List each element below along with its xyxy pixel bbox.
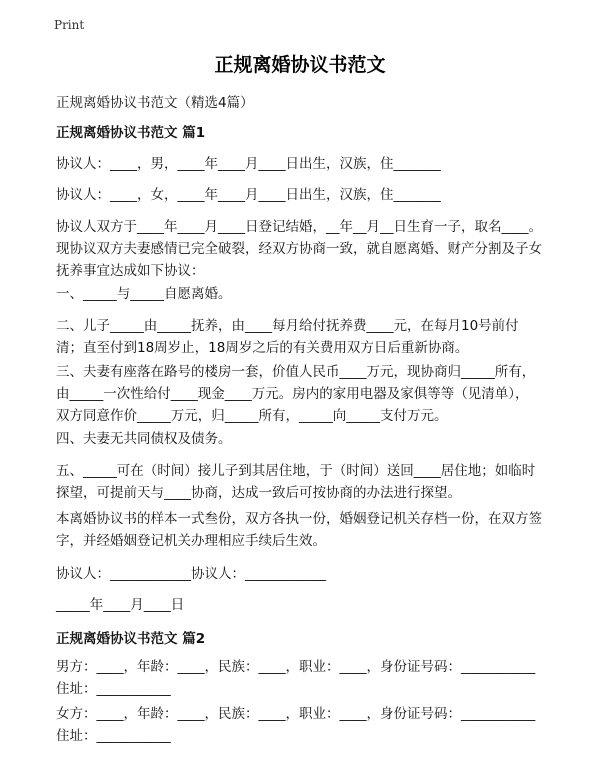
party-1-line: 协议人：____，男，____年____月____日出生，汉族，住_______ [56,156,441,172]
clause-line: 三、夫妻有座落在路号的楼房一套，价值人民币____万元，现协商归_____所有， [56,364,536,380]
clause-line: 探望，可提前天与____协商，达成一致后可按协商的办法进行探望。 [56,485,461,501]
male-address-line: 住址：___________ [56,681,171,697]
document-intro: 正规离婚协议书范文（精选4篇） [56,95,254,111]
clause-1: 一、_____与_____自愿离婚。 [56,286,232,302]
female-address-line: 住址：___________ [56,728,171,744]
document-title: 正规离婚协议书范文 [214,54,386,76]
clause-2 [56,315,556,359]
clause-line: 双方同意作价_____万元，归_____所有，_____向_____支付万元。 [56,408,448,424]
preamble-line: 抚养事宜达成如下协议： [56,263,205,279]
closing-line: 字，并经婚姻登记机关办理相应手续后生效。 [56,533,326,549]
clause-line: 二、儿子_____由_____抚养，由____每月给付抚养费____元，在每月10号前付 [56,318,519,334]
male-party-block [56,656,556,700]
print-link[interactable]: Print [54,18,85,32]
clause-3 [56,361,556,427]
closing-paragraph [56,508,556,552]
section-1-heading: 正规离婚协议书范文 篇1 [56,125,206,141]
clause-line: 由_____一次性给付____现金____万元。房内的家用电器及家俱等等（见清单）， [56,386,529,402]
female-party-block [56,703,556,747]
male-info-line: 男方：____，年龄：____，民族：____，职业：____，身份证号码：___________ [56,659,536,675]
clause-line: 五、_____可在（时间）接儿子到其居住地，于（时间）送回____居住地；如临时 [56,463,536,479]
female-info-line: 女方：____，年龄：____，民族：____，职业：____，身份证号码：___________ [56,706,536,722]
clause-line: 清；直至付到18周岁止，18周岁之后的有关费用双方日后重新协商。 [56,340,469,356]
date-line: _____年____月____日 [56,597,185,613]
preamble-line: 协议人双方于____年____月____日登记结婚，__年__月__日生育一子，取名____。 [56,219,542,235]
section-2-heading: 正规离婚协议书范文 篇2 [56,631,206,647]
closing-line: 本离婚协议书的样本一式叁份，双方各执一份，婚姻登记机关存档一份，在双方签 [56,511,542,527]
clause-5 [56,460,556,504]
preamble-line: 现协议双方夫妻感情已完全破裂，经双方协商一致，就自愿离婚、财产分割及子女 [56,241,542,257]
preamble-paragraph [56,216,556,282]
signature-line: 协议人：____________协议人：____________ [56,566,326,582]
party-2-line: 协议人：____，女，____年____月____日出生，汉族，住_______ [56,187,441,203]
clause-4: 四、夫妻无共同债权及债务。 [56,431,232,447]
